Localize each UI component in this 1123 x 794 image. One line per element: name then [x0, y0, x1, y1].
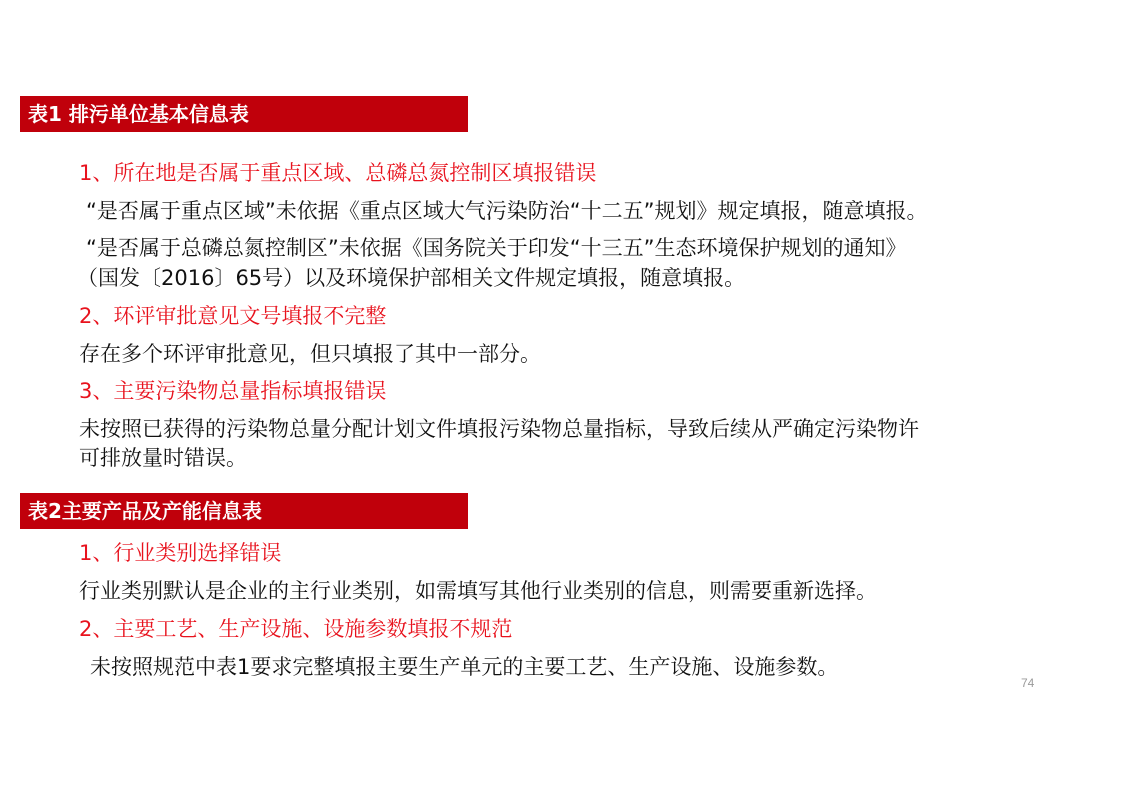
- section2-item1-line1: 行业类别默认是企业的主行业类别，如需填写其他行业类别的信息，则需要重新选择。: [79, 579, 877, 603]
- section2-item1-heading: 1、行业类别选择错误: [79, 541, 282, 565]
- section1-item1-line2: “是否属于总磷总氮控制区”未依据《国务院关于印发“十三五”生态环境保护规划的通知》: [86, 236, 907, 260]
- section1-item1-heading: 1、所在地是否属于重点区域、总磷总氮控制区填报错误: [79, 161, 597, 185]
- section1-item3-heading: 3、主要污染物总量指标填报错误: [79, 379, 387, 403]
- section1-item3-line2: 可排放量时错误。: [79, 446, 247, 470]
- section1-item3-line1: 未按照已获得的污染物总量分配计划文件填报污染物总量指标，导致后续从严确定污染物许: [79, 417, 919, 441]
- section1-item1-line3: （国发〔2016〕65号）以及环境保护部相关文件规定填报，随意填报。: [77, 266, 746, 290]
- section1-item2-line1: 存在多个环评审批意见，但只填报了其中一部分。: [79, 342, 541, 366]
- section1-item1-line1: “是否属于重点区域”未依据《重点区域大气污染防治“十二五”规划》规定填报，随意填报。: [86, 199, 928, 223]
- page-number: 74: [1021, 676, 1035, 690]
- section2-title-banner: 表2主要产品及产能信息表: [20, 493, 468, 529]
- section2-item2-heading: 2、主要工艺、生产设施、设施参数填报不规范: [79, 617, 513, 641]
- section1-item2-heading: 2、环评审批意见文号填报不完整: [79, 304, 387, 328]
- section1-title-banner: 表1 排污单位基本信息表: [20, 96, 468, 132]
- section2-item2-line1: 未按照规范中表1要求完整填报主要生产单元的主要工艺、生产设施、设施参数。: [90, 655, 839, 679]
